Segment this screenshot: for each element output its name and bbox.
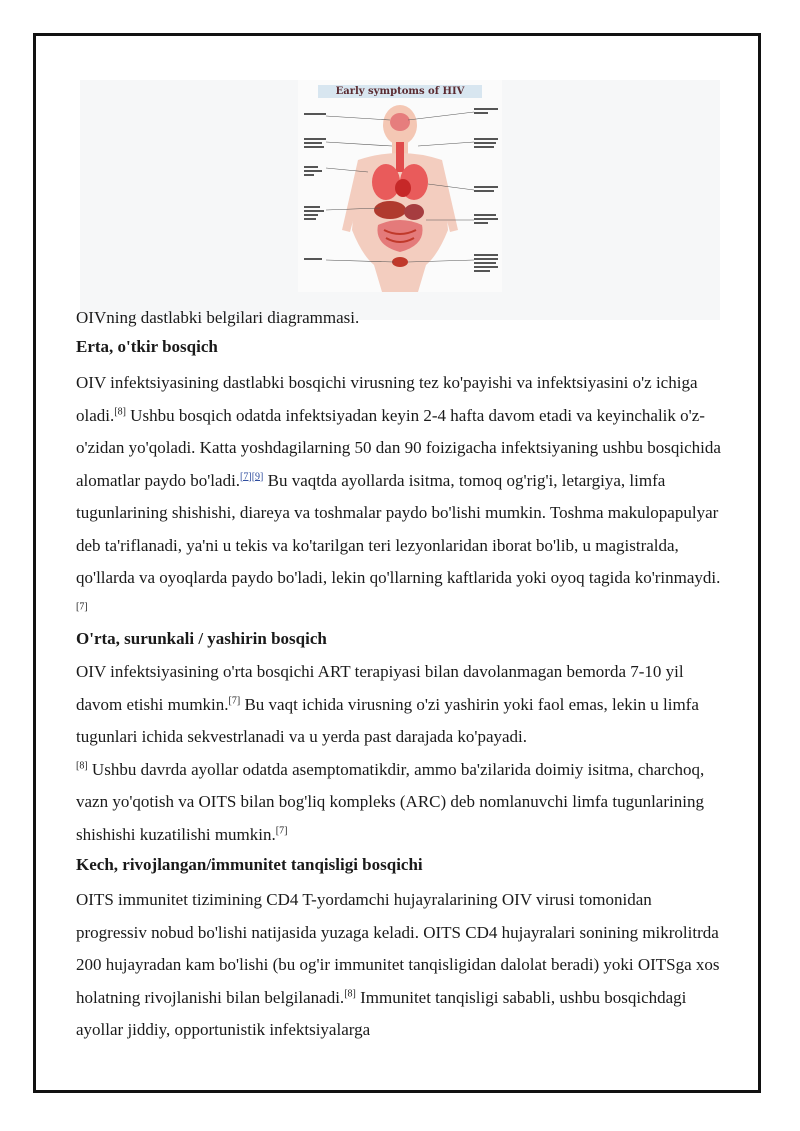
citation-8[interactable]: [8] (344, 987, 356, 999)
text-run: OIV infektsiyasining dastlabki bosqichi virusning tez ko'payishi va infektsiyasini o'z ichiga oladi. (76, 373, 698, 425)
citation-9-link[interactable]: [9] (251, 470, 264, 482)
paragraph-late-stage (76, 884, 726, 1047)
citation-7[interactable]: [7] (228, 694, 241, 706)
citation-7[interactable]: [7] (275, 824, 288, 836)
figure-title: Early symptoms of HIV (335, 86, 465, 97)
section-heading-middle: O'rta, surunkali / yashirin bosqich (76, 629, 327, 648)
figure-caption: OIVning dastlabki belgilari diagrammasi. (76, 308, 360, 327)
citation-8[interactable]: [8] (76, 759, 88, 771)
paragraph-early-stage (76, 367, 726, 627)
hiv-symptoms-figure (80, 80, 720, 320)
human-body-illustration (298, 80, 502, 292)
text-run: Ushbu bosqich odatda infektsiyadan keyin 2-4 hafta davom etadi va keyinchalik o'z-o'zidan yo'qoladi. Katta yoshdagilarning 50 dan 90 foizigacha infektsiyaning ushbu bosqichida alomatlar paydo bo'ladi. (76, 405, 721, 490)
section-heading-early: Erta, o'tkir bosqich (76, 337, 218, 356)
section-heading-late: Kech, rivojlangan/immunitet tanqisligi bosqichi (76, 855, 423, 874)
text-run: Bu vaqt ichida virusning o'zi yashirin yoki faol emas, lekin u limfa tugunlari ichida sekvestrlanadi va u yerda past darajada ko'payadi. (76, 694, 699, 746)
text-run: Bu vaqtda ayollarda isitma, tomoq og'rig'i, letargiya, limfa tugunlarining shishishi, diareya va toshmalar paydo bo'lishi mumkin. Toshma makulopapulyar deb ta'riflanadi, ya'ni u tekis va ko'tarilgan teri lezyonlaridan iborat bo'lib, u magistralda, qo'llarda va oyoqlarda paydo bo'ladi, lekin qo'llarning kaftlarida yoki oyoq tagida ko'rinmaydi. (76, 470, 721, 587)
text-run: OIV infektsiyasining o'rta bosqichi ART terapiyasi bilan davolanmagan bemorda 7-10 yil davom etishi mumkin. (76, 662, 684, 714)
citation-7[interactable]: [7] (76, 600, 88, 612)
citation-8[interactable]: [8] (114, 405, 126, 417)
text-run: Ushbu davrda ayollar odatda asemptomatikdir, ammo ba'zilarida doimiy isitma, charchoq, vazn yo'qotish va OITS bilan bog'liq kompleks (ARC) deb nomlanuvchi limfa tugunlarining shishishi kuzatilishi mumkin. (76, 759, 705, 844)
citation-7-link[interactable]: [7] (240, 470, 252, 482)
figure-image (298, 80, 502, 292)
text-run: OITS immunitet tizimining CD4 T-yordamchi hujayralarining OIV virusi tomonidan progressiv nobud bo'lishi natijasida yuzaga keladi. OITS CD4 hujayralari sonining mikrolitrda 200 hujayradan kam bo'lishi (bu og'ir immunitet tanqisligidan dalolat beradi) yoki OITSga xos holatning rivojlanishi bilan belgilanadi. (76, 890, 720, 1007)
text-run: Immunitet tanqisligi sababli, ushbu bosqichdagi ayollar jiddiy, opportunistik infektsiyalarga (76, 987, 687, 1039)
paragraph-middle-stage (76, 656, 726, 851)
